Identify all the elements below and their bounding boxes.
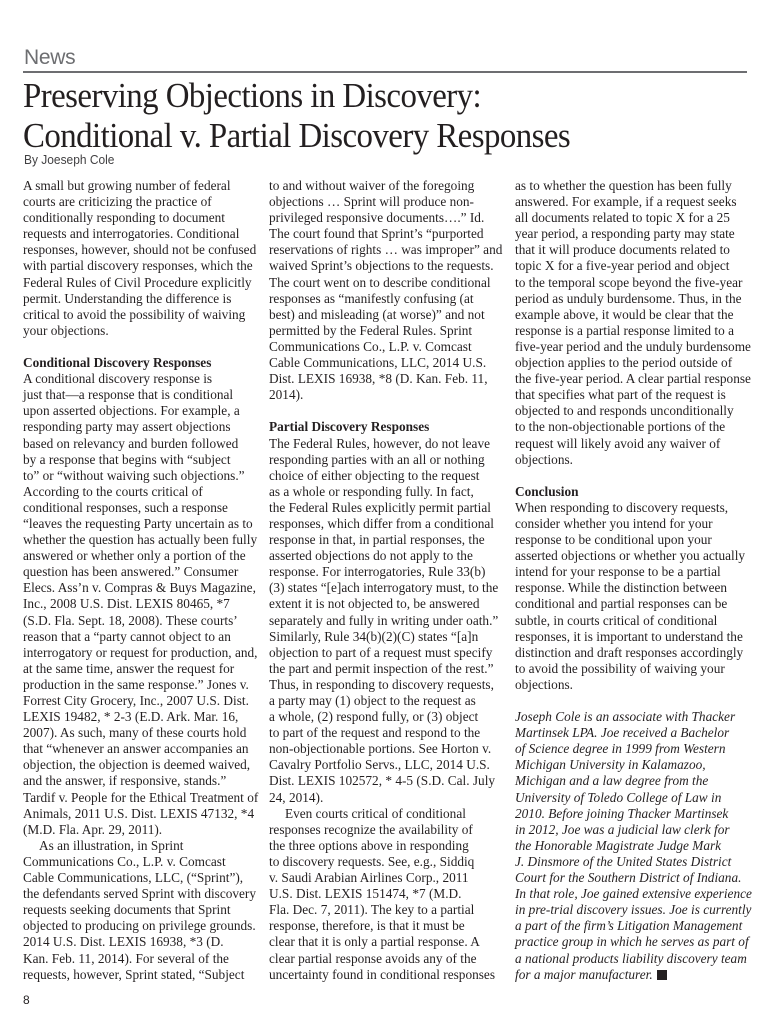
text-line: A conditional discovery response is [23,371,213,387]
text-line: your objections. [23,322,109,338]
text-line: Cable Communications, LLC, (“Sprint”), [23,870,244,886]
text-line: Court for the Southern District of Indiana. [515,870,742,886]
text-line: Martinsek LPA. Joe received a Bachelor [515,725,730,741]
text-line: As an illustration, in Sprint [39,837,184,853]
text-line: permit. Understanding the difference is [23,290,232,306]
text-line: interrogatory or request for production, and, [23,644,258,660]
text-line: whether the question has actually been fully [23,532,258,548]
text-line: production in the same response.” Jones v. [23,676,249,692]
text-line: five-year period and the unduly burdensome [515,338,751,354]
text-line: the defendants served Sprint with discovery [23,886,257,902]
header-rule [23,71,747,73]
partial-paragraph [269,436,505,806]
text-line: and the answer, if responsive, stands.” [23,773,227,789]
text-line: Michigan and a law degree from the [515,773,709,789]
spacer [515,468,751,484]
text-line: reason that a “party cannot object to an [23,628,231,644]
text-line: 2014 U.S. Dist. LEXIS 16938, *3 (D. [23,934,224,950]
text-line: reservations of rights … was improper” and [269,242,503,258]
text-line: for a major manufacturer. [515,967,751,983]
text-line: request will likely avoid any waiver of [515,435,721,451]
courts-critical-paragraph [269,806,505,983]
text-line: requests and interrogatories. Conditional [23,226,240,242]
text-line: permitted by the Federal Rules. Sprint [269,322,473,338]
text-line: with partial discovery responses, which the [23,258,253,274]
text-line: uncertainty found in conditional responses [269,966,495,982]
text-line: intend for your response to be a partial [515,564,721,580]
conditional-paragraph [23,371,259,838]
text-line: subtle, in courts critical of conditional [515,612,718,628]
text-line: that specifies what part of the request is [515,387,726,403]
text-line: U.S. Dist. LEXIS 151474, *7 (M.D. [269,886,462,902]
text-line: consider whether you intend for your [515,515,713,531]
text-line: the Federal Rules explicitly permit partial [269,499,491,515]
text-line: to avoid the possibility of waiving your [515,660,725,676]
text-line: that it will produce documents related to [515,242,730,258]
text-line: a party may (1) object to the request as [269,693,476,708]
text-line: According to the courts critical of [23,483,203,499]
text-line: answered or whether only a portion of the [23,548,246,564]
article-title-line-2: Conditional v. Partial Discovery Responses [23,116,571,155]
text-line: extent it is not objected to, be answered [269,596,480,612]
text-line: best) and misleading (at worse)” and not [269,306,485,322]
text-line: response, therefore, is that it must be [269,918,465,934]
text-line: Elecs. Ass’n v. Compras & Buys Magazine, [23,580,256,596]
text-line: a national products liability discovery team [515,950,747,966]
text-line: Michigan University in Kalamazoo, [515,757,706,773]
text-line: “leaves the requesting Party uncertain as to [23,515,253,531]
text-line: to and without waiver of the foregoing [269,178,475,193]
sprint-paragraph [23,838,259,983]
text-line: Dist. LEXIS 16938, *8 (D. Kan. Feb. 11, [269,371,488,387]
text-line: separately and fully in writing under oath.” [269,612,499,628]
text-line: objected to producing on privilege grounds. [23,918,256,934]
end-of-article-mark-icon [657,970,667,980]
text-line: to” or “without waiving such objections.” [23,467,245,483]
text-line: of Science degree in 1999 from Western [515,741,726,757]
text-line: that “whenever an answer accompanies an [23,741,249,757]
text-line: objection to part of a request must specify [269,644,493,660]
byline: By Joeseph Cole [24,152,115,167]
text-line: 2010. Before joining Thacker Martinsek [515,805,729,821]
text-line: requests seeking documents that Sprint [23,902,231,918]
text-line: practice group in which he serves as part of [515,934,749,950]
text-line: response to be conditional upon your [515,532,712,548]
text-line: in 2012, Joe was a judicial law clerk for [515,821,730,837]
text-line: The court went on to describe conditional [269,274,491,290]
spacer [515,693,751,709]
text-line: requests, however, Sprint stated, “Subject [23,966,245,982]
sprint-continued-paragraph [269,178,505,403]
text-line: as to whether the question has been fully [515,178,732,193]
text-line: answered. For example, if a request seeks [515,194,737,210]
text-line: just that—a response that is conditional [23,387,234,403]
text-line: based on relevancy and burden followed [23,435,239,451]
text-line: choice of either objecting to the request [269,467,480,483]
partial-continued-paragraph [515,178,751,468]
text-line: response. For interrogatories, Rule 33(b) [269,564,486,580]
text-line: all documents related to topic X for a 25 [515,210,730,226]
text-line: privileged responsive documents….” Id. [269,210,485,226]
text-line: the part and permit inspection of the rest.” [269,660,494,676]
text-line: to discovery requests. See, e.g., Siddiq [269,853,475,869]
text-line: the Honorable Magistrate Judge Mark [515,837,722,853]
text-line: Joseph Cole is an associate with Thacker [515,709,736,725]
text-line: When responding to discovery requests, [515,499,729,515]
text-line: (S.D. Fla. Sept. 18, 2008). These courts’ [23,612,238,628]
text-line: Dist. LEXIS 102572, * 4-5 (S.D. Cal. July [269,773,496,789]
text-line: upon asserted objections. For example, a [23,403,240,419]
text-line: In that role, Joe gained extensive experience [515,886,752,902]
text-line: 2014). [269,387,304,403]
text-line: Cavalry Portfolio Servs., LLC, 2014 U.S. [269,757,490,773]
text-line: Similarly, Rule 34(b)(2)(C) states “[a]n [269,628,479,644]
text-line: 24, 2014). [269,789,324,805]
text-line: courts are criticizing the practice of [23,194,212,210]
text-line: topic X for a five-year period and object [515,258,730,274]
text-line: a whole, (2) respond fully, or (3) object [269,709,479,725]
text-line: clear that it is only a partial response. A [269,934,480,950]
text-line: objections. [515,451,573,467]
text-line: responding party may assert objections [23,419,231,435]
text-line: year period, a responding party may state [515,226,735,242]
text-line: LEXIS 19482, * 2-3 (E.D. Ark. Mar. 16, [23,709,239,725]
text-line: objection, the objection is deemed waived, [23,757,251,773]
text-line: responses, however, should not be confused [23,242,257,258]
text-line: Federal Rules of Civil Procedure explicitly [23,274,252,290]
section-heading-conditional: Conditional Discovery Responses [23,355,212,371]
text-line: Animals, 2011 U.S. Dist. LEXIS 47132, *4 [23,805,255,821]
text-line: Thus, in responding to discovery requests, [269,676,494,692]
text-line: objected to and responds unconditionally [515,403,734,419]
article-title [23,76,709,156]
text-line: to part of the request and respond to the [269,725,481,741]
text-line: the three options above in responding [269,837,469,853]
text-line: asserted objections or whether you actually [515,548,746,564]
text-line: University of Toledo College of Law in [515,789,722,805]
text-line: Inc., 2008 U.S. Dist. LEXIS 80465, *7 [23,596,230,612]
text-line: critical to avoid the possibility of waiving [23,306,246,322]
text-line: v. Saudi Arabian Airlines Corp., 2011 [269,870,469,886]
text-line: responses as “manifestly confusing (at [269,290,474,306]
author-bio [515,709,751,983]
text-line: question has been answered.” Consumer [23,564,239,580]
text-line: responses, it is important to understand the [515,628,743,644]
text-line: by a response that begins with “subject [23,451,231,467]
section-heading-partial: Partial Discovery Responses [269,419,430,435]
text-line: non-objectionable portions. See Horton v. [269,741,492,757]
article-title-line-1: Preserving Objections in Discovery: [23,76,482,115]
text-line: conditionally responding to document [23,210,226,226]
text-line: Even courts critical of conditional [285,805,466,821]
text-line: Forrest City Grocery, Inc., 2007 U.S. Dist. [23,693,249,708]
text-line: (3) states “[e]ach interrogatory must, to the [269,580,499,596]
text-line: clear partial response avoids any of the [269,950,477,966]
page-number: 8 [23,993,30,1007]
section-label: News [24,46,76,69]
text-line: in pre-trial discovery issues. Joe is currently [515,902,752,918]
text-line: Tardif v. People for the Ethical Treatment of [23,789,259,805]
spacer [269,403,505,419]
column-2 [269,178,505,983]
section-heading-conclusion: Conclusion [515,483,579,499]
text-line: distinction and draft responses accordingly [515,644,744,660]
intro-paragraph [23,178,259,339]
text-line: objections … Sprint will produce non- [269,194,474,210]
text-line: response is a partial response limited to a [515,322,734,338]
text-line: example above, it would be clear that the [515,306,734,322]
text-line: objection applies to the period outside of [515,355,733,371]
text-line: the five-year period. A clear partial response [515,371,751,387]
text-line: a part of the firm’s Litigation Management [515,918,743,934]
text-line: at the same time, answer the request for [23,660,235,676]
text-line: waived Sprint’s objections to the requests. [269,258,494,274]
text-line: The court found that Sprint’s “purported [269,226,484,242]
text-line: Fla. Dec. 7, 2011). The key to a partial [269,902,475,918]
text-line: Communications Co., L.P. v. Comcast [269,338,472,354]
text-line: objections. [515,676,573,692]
column-3 [515,178,751,983]
text-line: response in that, in partial responses, the [269,532,485,548]
text-line: period as unduly burdensome. Thus, in the [515,290,742,306]
text-line: responding parties with an all or nothing [269,451,485,467]
text-line: A small but growing number of federal [23,178,231,193]
spacer [23,339,259,355]
text-line: to the non-objectionable portions of the [515,419,726,435]
text-line: to the temporal scope beyond the five-year [515,274,743,290]
text-line: Communications Co., L.P. v. Comcast [23,853,226,869]
text-line: as a whole or responding fully. In fact, [269,483,474,499]
text-line: response. While the distinction between [515,580,728,596]
text-line: conditional and partial responses can be [515,596,728,612]
column-1 [23,178,259,983]
text-line: Cable Communications, LLC, 2014 U.S. [269,355,487,371]
text-line: asserted objections do not apply to the [269,548,473,564]
text-line: The Federal Rules, however, do not leave [269,435,491,451]
text-line: responses, which differ from a conditional [269,515,495,531]
conclusion-paragraph [515,500,751,693]
text-line: J. Dinsmore of the United States District [515,853,732,869]
text-line: responses recognize the availability of [269,821,473,837]
text-line: (M.D. Fla. Apr. 29, 2011). [23,821,163,837]
text-line: 2007). As such, many of these courts hold [23,725,247,741]
text-line: Kan. Feb. 11, 2014). For several of the [23,950,229,966]
text-line: conditional responses, such a response [23,499,228,515]
